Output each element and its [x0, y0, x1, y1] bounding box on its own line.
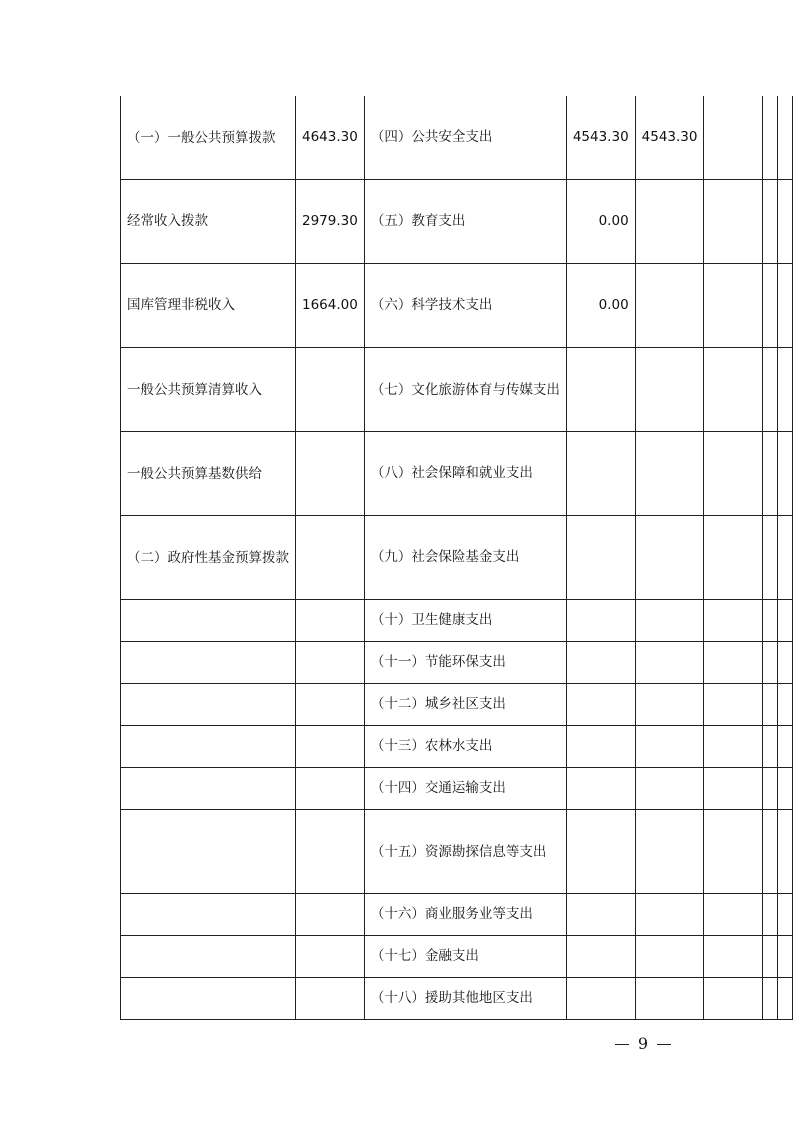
expense-item-cell: （四）公共安全支出: [364, 96, 566, 180]
income-amount-cell: [296, 726, 365, 768]
expense-amount-cell: [566, 684, 635, 726]
expense-item-cell: （五）教育支出: [364, 180, 566, 264]
empty-cell: [778, 684, 793, 726]
income-item-cell: 经常收入拨款: [121, 180, 296, 264]
empty-cell: [704, 726, 763, 768]
income-item-cell: （二）政府性基金预算拨款: [121, 516, 296, 600]
income-amount-cell: [296, 810, 365, 894]
expense-amount-cell: [566, 516, 635, 600]
empty-cell: [763, 894, 778, 936]
expense-item-cell: （十）卫生健康支出: [364, 600, 566, 642]
empty-cell: [635, 348, 704, 432]
income-amount-cell: [296, 600, 365, 642]
expense-amount-cell: [566, 600, 635, 642]
empty-cell: [635, 264, 704, 348]
expense-item-cell: （十二）城乡社区支出: [364, 684, 566, 726]
income-item-cell: 国库管理非税收入: [121, 264, 296, 348]
table-row: [121, 180, 793, 264]
expense-item-cell: （七）文化旅游体育与传媒支出: [364, 348, 566, 432]
expense-amount-cell: [566, 348, 635, 432]
page-dash-right: [657, 1044, 671, 1045]
income-item-cell: [121, 768, 296, 810]
empty-cell: [778, 516, 793, 600]
expense-item-cell: （十三）农林水支出: [364, 726, 566, 768]
empty-cell: [763, 768, 778, 810]
expense-item-cell: （九）社会保险基金支出: [364, 516, 566, 600]
empty-cell: [704, 642, 763, 684]
empty-cell: [778, 978, 793, 1020]
empty-cell: [778, 180, 793, 264]
page-number: [612, 1034, 674, 1058]
expense-amount-cell: [566, 936, 635, 978]
empty-cell: [635, 516, 704, 600]
empty-cell: [635, 642, 704, 684]
income-item-cell: [121, 642, 296, 684]
table-row: [121, 348, 793, 432]
empty-cell: [763, 936, 778, 978]
expense-amount-cell: 0.00: [566, 180, 635, 264]
budget-table: [120, 96, 793, 1020]
empty-cell: [704, 936, 763, 978]
empty-cell: [763, 978, 778, 1020]
table-row: [121, 264, 793, 348]
empty-cell: [763, 516, 778, 600]
empty-cell: [763, 726, 778, 768]
income-item-cell: [121, 684, 296, 726]
table-row: [121, 936, 793, 978]
empty-cell: [704, 600, 763, 642]
expense-amount-cell: [566, 642, 635, 684]
expense-amount-cell: [566, 810, 635, 894]
empty-cell: [704, 768, 763, 810]
empty-cell: [704, 180, 763, 264]
empty-cell: [635, 810, 704, 894]
empty-cell: [778, 894, 793, 936]
income-item-cell: （一）一般公共预算拨款: [121, 96, 296, 180]
table-row: [121, 726, 793, 768]
empty-cell: [778, 600, 793, 642]
table-row: [121, 432, 793, 516]
empty-cell: [635, 180, 704, 264]
table-row: [121, 768, 793, 810]
budget-table-container: [120, 96, 793, 1020]
empty-cell: [778, 810, 793, 894]
empty-cell: [635, 726, 704, 768]
income-item-cell: [121, 726, 296, 768]
expense-item-cell: （十六）商业服务业等支出: [364, 894, 566, 936]
empty-cell: [635, 600, 704, 642]
income-item-cell: [121, 810, 296, 894]
empty-cell: [704, 96, 763, 180]
empty-cell: [778, 768, 793, 810]
expense-amount-cell: 0.00: [566, 264, 635, 348]
empty-cell: [778, 726, 793, 768]
table-row: [121, 810, 793, 894]
table-row: [121, 978, 793, 1020]
empty-cell: [635, 978, 704, 1020]
expense-item-cell: （八）社会保障和就业支出: [364, 432, 566, 516]
empty-cell: [778, 642, 793, 684]
empty-cell: [778, 936, 793, 978]
empty-cell: [763, 600, 778, 642]
table-row: [121, 684, 793, 726]
table-row: [121, 894, 793, 936]
expense-amount-cell: [566, 978, 635, 1020]
income-item-cell: [121, 600, 296, 642]
income-amount-cell: 2979.30: [296, 180, 365, 264]
empty-cell: [763, 180, 778, 264]
empty-cell: [635, 768, 704, 810]
table-row: [121, 642, 793, 684]
empty-cell: [635, 684, 704, 726]
empty-cell: [635, 432, 704, 516]
empty-cell: [635, 894, 704, 936]
empty-cell: [704, 810, 763, 894]
expense-item-cell: （十一）节能环保支出: [364, 642, 566, 684]
empty-cell: [778, 96, 793, 180]
income-item-cell: [121, 894, 296, 936]
income-amount-cell: [296, 348, 365, 432]
expense-amount-cell: [566, 768, 635, 810]
empty-cell: [778, 348, 793, 432]
expense-amount-cell: [566, 726, 635, 768]
income-amount-cell: [296, 978, 365, 1020]
empty-cell: [763, 642, 778, 684]
expense-item-cell: （十四）交通运输支出: [364, 768, 566, 810]
income-amount-cell: [296, 936, 365, 978]
empty-cell: [763, 96, 778, 180]
page-number-text: 9: [637, 1034, 649, 1053]
income-amount-cell: [296, 684, 365, 726]
table-row: [121, 96, 793, 180]
expense-item-cell: （十五）资源勘探信息等支出: [364, 810, 566, 894]
empty-cell: [763, 684, 778, 726]
expense-amount-cell: 4543.30: [566, 96, 635, 180]
income-amount-cell: [296, 768, 365, 810]
income-item-cell: 一般公共预算基数供给: [121, 432, 296, 516]
empty-cell: [763, 810, 778, 894]
empty-cell: [763, 348, 778, 432]
expense-amount-cell: [566, 894, 635, 936]
empty-cell: [704, 516, 763, 600]
income-amount-cell: [296, 642, 365, 684]
expense-item-cell: （六）科学技术支出: [364, 264, 566, 348]
income-amount-cell: [296, 894, 365, 936]
empty-cell: [704, 684, 763, 726]
income-amount-cell: 1664.00: [296, 264, 365, 348]
expense-item-cell: （十七）金融支出: [364, 936, 566, 978]
income-item-cell: [121, 936, 296, 978]
income-item-cell: [121, 978, 296, 1020]
empty-cell: [778, 432, 793, 516]
income-amount-cell: [296, 516, 365, 600]
detail-amount-cell: 4543.30: [635, 96, 704, 180]
page-dash-left: [615, 1044, 629, 1045]
income-amount-cell: 4643.30: [296, 96, 365, 180]
empty-cell: [763, 432, 778, 516]
table-row: [121, 516, 793, 600]
empty-cell: [704, 432, 763, 516]
empty-cell: [704, 264, 763, 348]
table-row: [121, 600, 793, 642]
empty-cell: [704, 978, 763, 1020]
empty-cell: [778, 264, 793, 348]
empty-cell: [763, 264, 778, 348]
income-amount-cell: [296, 432, 365, 516]
empty-cell: [704, 348, 763, 432]
expense-amount-cell: [566, 432, 635, 516]
expense-item-cell: （十八）援助其他地区支出: [364, 978, 566, 1020]
empty-cell: [704, 894, 763, 936]
empty-cell: [635, 936, 704, 978]
income-item-cell: 一般公共预算清算收入: [121, 348, 296, 432]
